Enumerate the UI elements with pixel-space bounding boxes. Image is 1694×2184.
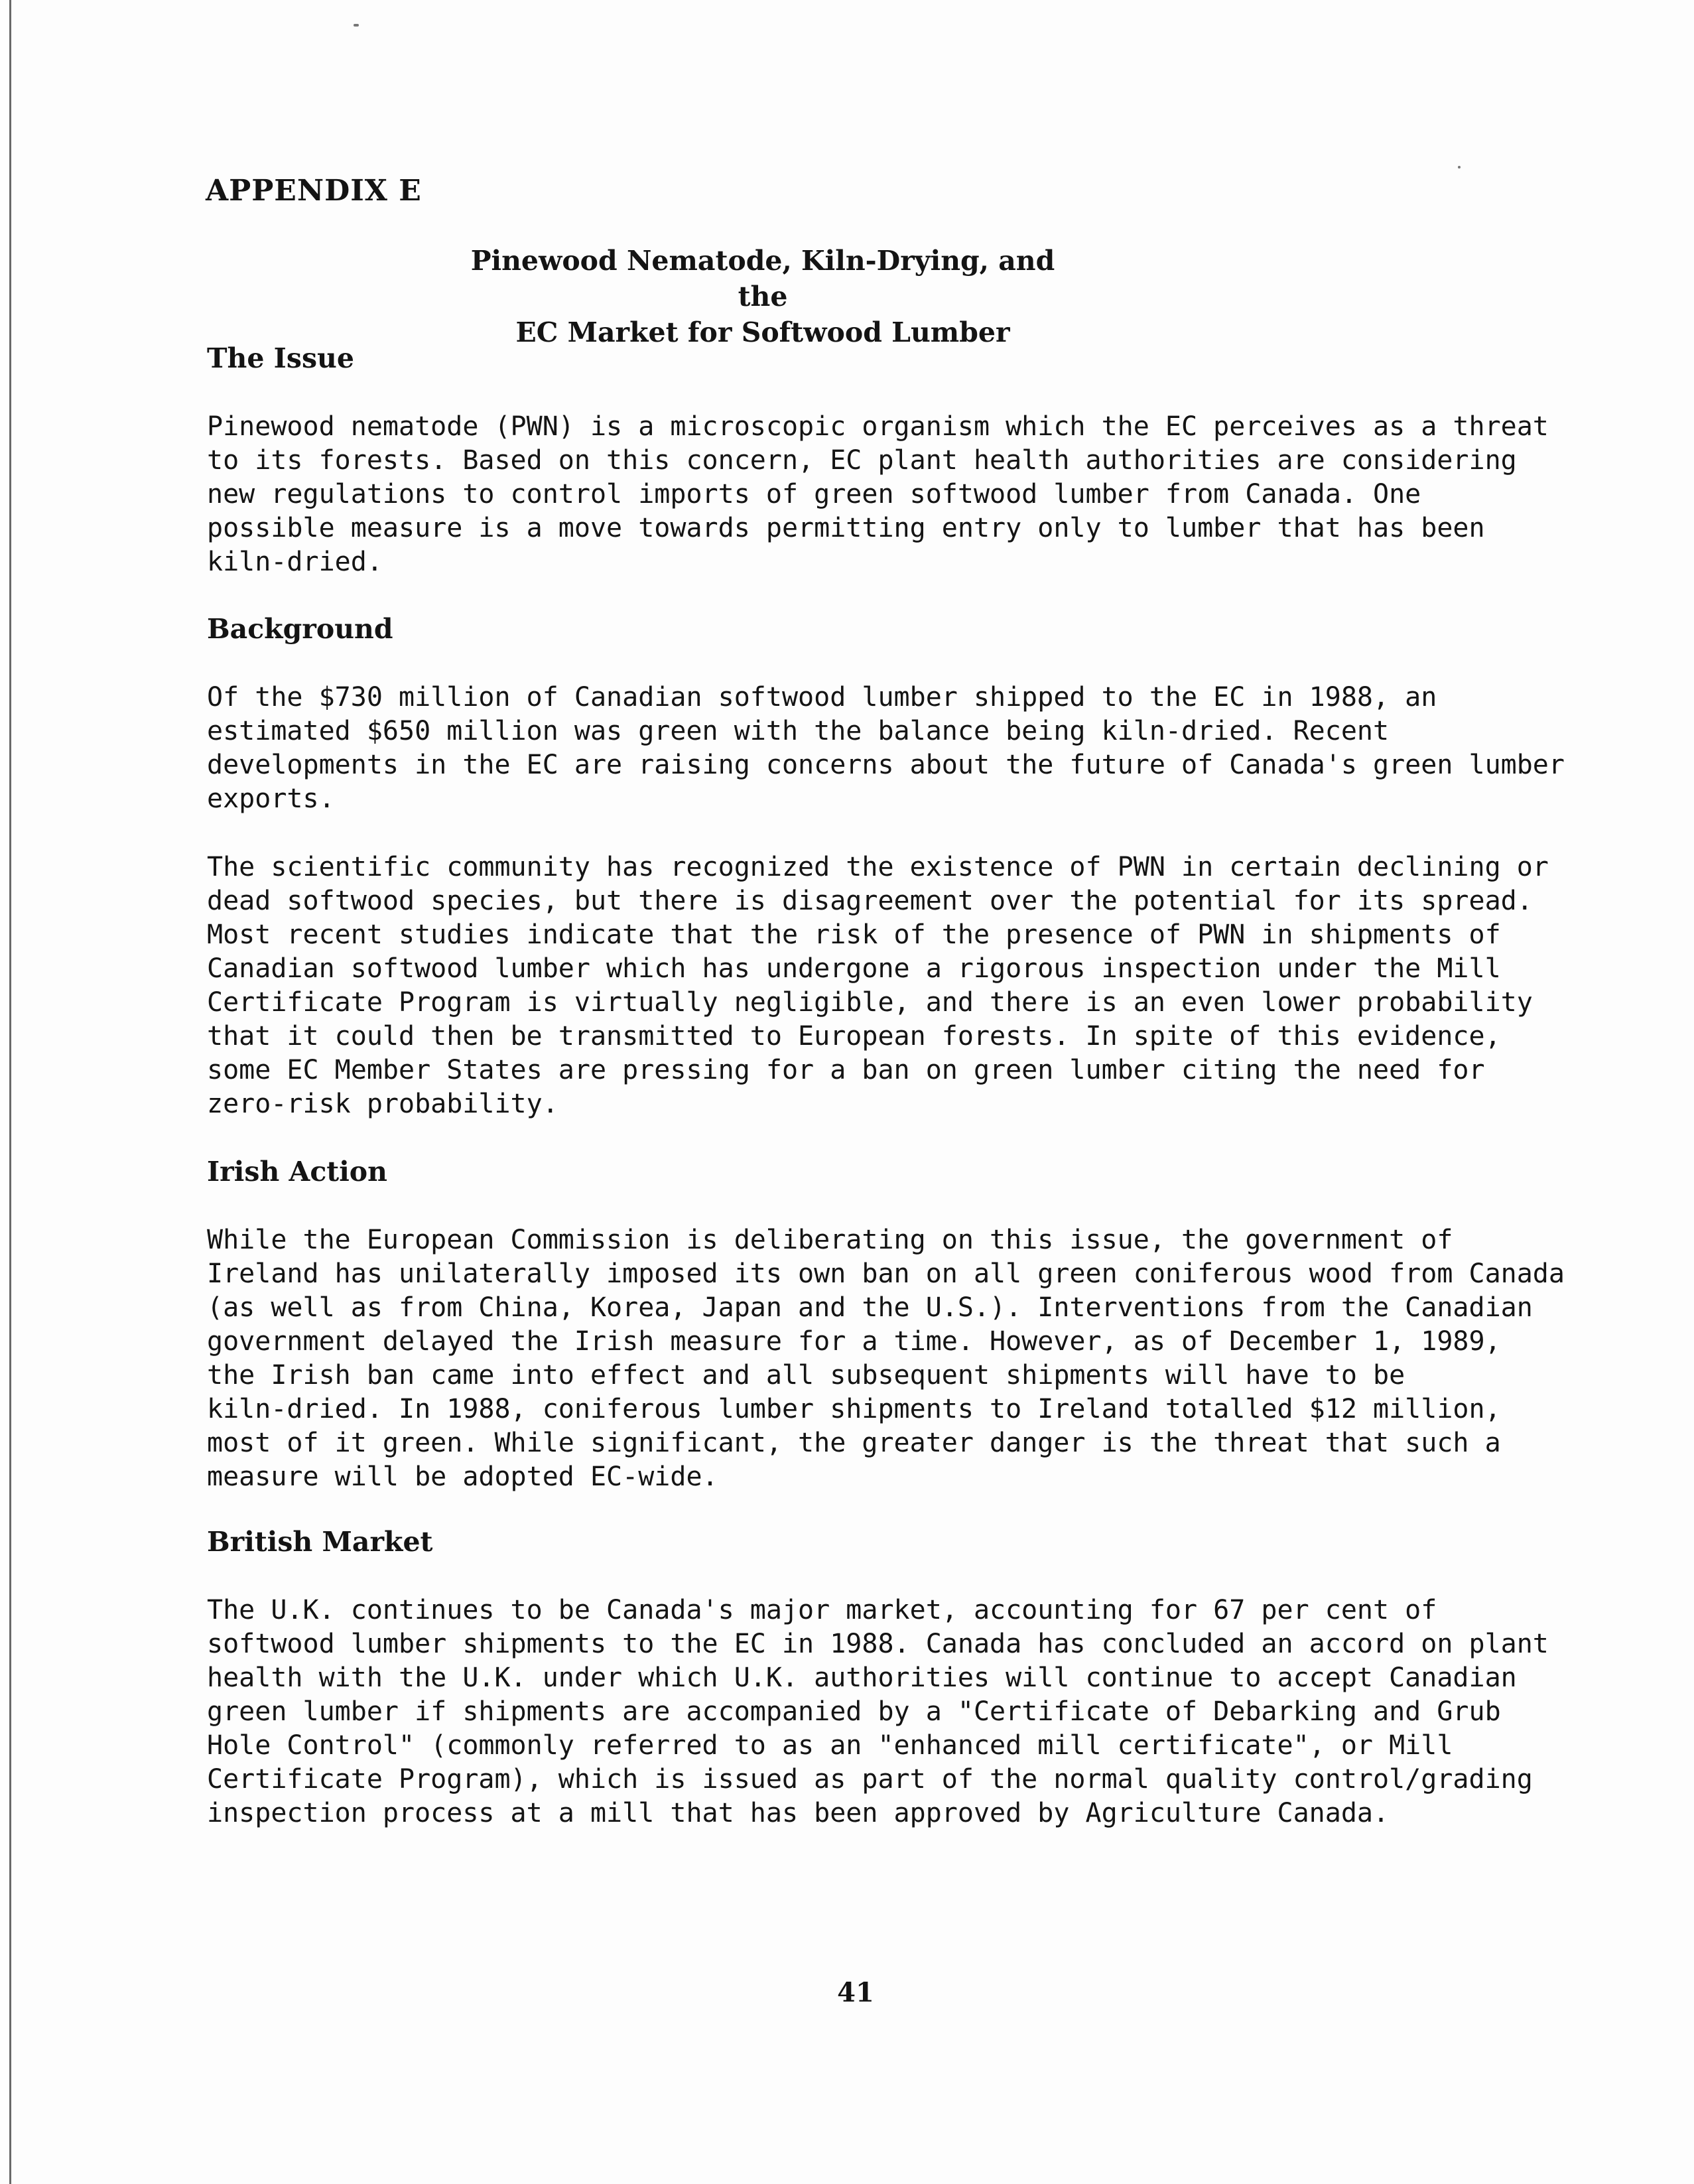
- heading-irish-action: Irish Action: [207, 1156, 387, 1188]
- paragraph-british-market: [207, 1594, 1549, 1830]
- text-line: most of it green. While significant, the greater danger is the threat that such a: [207, 1428, 1501, 1458]
- document-title: [464, 243, 1061, 350]
- text-line: softwood lumber shipments to the EC in 1988. Canada has concluded an accord on plant: [207, 1629, 1549, 1659]
- paragraph-irish-action: [207, 1223, 1565, 1494]
- text-line: dead softwood species, but there is disagreement over the potential for its spread.: [207, 886, 1533, 916]
- page-number: 41: [837, 1977, 874, 2008]
- scan-speck: [1458, 166, 1461, 169]
- text-line: to its forests. Based on this concern, EC plant health authorities are considering: [207, 445, 1517, 476]
- text-line: developments in the EC are raising concerns about the future of Canada's green lumber: [207, 750, 1565, 780]
- scan-speck: [354, 24, 359, 27]
- text-line: zero-risk probability.: [207, 1089, 558, 1119]
- text-line: kiln-dried.: [207, 547, 383, 577]
- text-line: inspection process at a mill that has been approved by Agriculture Canada.: [207, 1798, 1390, 1828]
- text-line: The U.K. continues to be Canada's major market, accounting for 67 per cent of: [207, 1595, 1437, 1625]
- paragraph-issue: [207, 410, 1549, 579]
- text-line: Canadian softwood lumber which has undergone a rigorous inspection under the Mill: [207, 953, 1501, 984]
- text-line: Hole Control" (commonly referred to as an "enhanced mill certificate", or Mill: [207, 1730, 1453, 1761]
- text-line: Ireland has unilaterally imposed its own ban on all green coniferous wood from Canada: [207, 1259, 1565, 1289]
- text-line: possible measure is a move towards permitting entry only to lumber that has been: [207, 513, 1485, 543]
- text-line: new regulations to control imports of green softwood lumber from Canada. One: [207, 479, 1421, 510]
- appendix-label: APPENDIX E: [206, 174, 422, 208]
- title-line-1: Pinewood Nematode, Kiln-Drying, and the: [470, 245, 1055, 312]
- heading-background: Background: [207, 613, 393, 645]
- text-line: the Irish ban came into effect and all subsequent shipments will have to be: [207, 1360, 1405, 1391]
- paragraph-background-1: [207, 681, 1565, 816]
- text-line: some EC Member States are pressing for a ban on green lumber citing the need for: [207, 1055, 1485, 1085]
- text-line: Certificate Program), which is issued as part of the normal quality control/grading: [207, 1764, 1533, 1795]
- paragraph-background-2: [207, 851, 1549, 1121]
- text-line: kiln-dried. In 1988, coniferous lumber shipments to Ireland totalled $12 million,: [207, 1394, 1501, 1424]
- heading-the-issue: The Issue: [207, 342, 354, 374]
- heading-british-market: British Market: [207, 1526, 433, 1558]
- text-line: health with the U.K. under which U.K. authorities will continue to accept Canadian: [207, 1663, 1517, 1693]
- text-line: Most recent studies indicate that the risk of the presence of PWN in shipments of: [207, 920, 1501, 950]
- text-line: Certificate Program is virtually negligible, and there is an even lower probability: [207, 987, 1533, 1018]
- text-line: that it could then be transmitted to European forests. In spite of this evidence,: [207, 1021, 1501, 1052]
- scan-left-edge: [9, 0, 11, 2184]
- text-line: estimated $650 million was green with the balance being kiln-dried. Recent: [207, 716, 1390, 746]
- text-line: measure will be adopted EC-wide.: [207, 1462, 718, 1492]
- text-line: green lumber if shipments are accompanied by a "Certificate of Debarking and Grub: [207, 1696, 1501, 1727]
- text-line: The scientific community has recognized the existence of PWN in certain declining or: [207, 852, 1549, 882]
- text-line: While the European Commission is deliberating on this issue, the government of: [207, 1225, 1453, 1255]
- text-line: (as well as from China, Korea, Japan and the U.S.). Interventions from the Canadian: [207, 1292, 1533, 1323]
- text-line: Pinewood nematode (PWN) is a microscopic organism which the EC perceives as a threat: [207, 411, 1549, 442]
- text-line: government delayed the Irish measure for a time. However, as of December 1, 1989,: [207, 1326, 1501, 1357]
- text-line: exports.: [207, 784, 335, 814]
- text-line: Of the $730 million of Canadian softwood lumber shipped to the EC in 1988, an: [207, 682, 1437, 713]
- title-line-2: EC Market for Softwood Lumber: [515, 316, 1010, 348]
